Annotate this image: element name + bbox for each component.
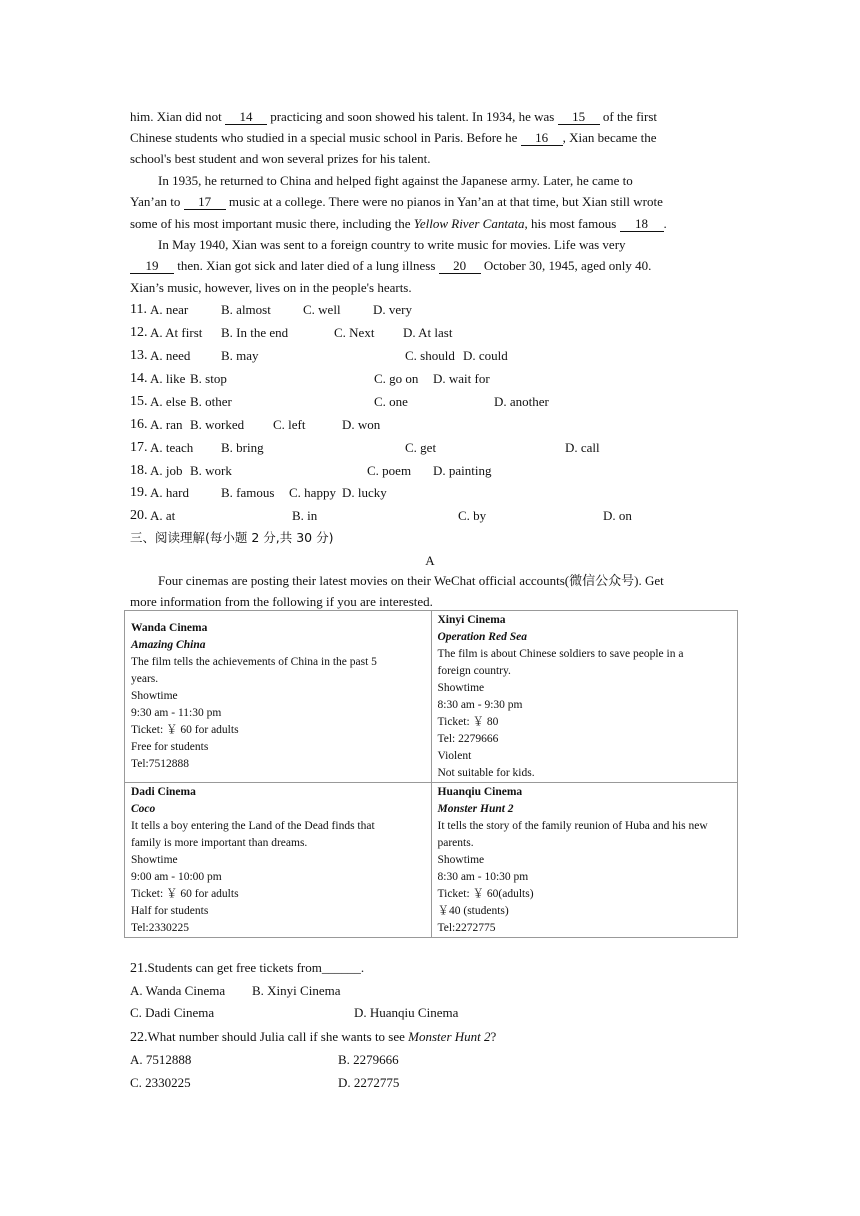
cinema-cell-xinyi	[431, 611, 738, 783]
film-title: Operation Red Sea	[437, 631, 527, 643]
question-number: 11.	[130, 302, 147, 317]
cinema-info: Free for students	[131, 741, 209, 753]
table-row	[125, 611, 738, 783]
question-21	[130, 960, 364, 977]
option-c[interactable]: C. go on	[374, 371, 419, 386]
passage-text: , his most famous	[524, 216, 620, 231]
option-a[interactable]: A. near	[150, 302, 189, 317]
cinema-info: Showtime	[437, 682, 485, 694]
cinema-cell-huanqiu	[431, 783, 738, 938]
passage-line	[130, 216, 667, 232]
passage-line	[130, 258, 651, 274]
option-d[interactable]: D. call	[565, 440, 600, 455]
cinema-info: Tel:2272775	[437, 922, 496, 934]
option-d[interactable]: D. At last	[403, 325, 453, 340]
cinema-info: Tel:2330225	[131, 922, 189, 934]
question-number: 16.	[130, 417, 148, 432]
option-a[interactable]: A. 7512888	[130, 1052, 192, 1067]
option-d[interactable]: D. another	[494, 394, 549, 409]
cinema-info: Not suitable for kids.	[437, 767, 535, 779]
option-c[interactable]: C. left	[273, 417, 306, 432]
passage-text: Yan’an to	[130, 194, 184, 209]
cinema-info: Ticket: ￥ 80	[437, 716, 499, 728]
option-c[interactable]: C. poem	[367, 463, 412, 478]
option-d[interactable]: D. 2272775	[338, 1075, 400, 1090]
blank-14[interactable]: 14	[225, 110, 267, 125]
cinema-info: Showtime	[131, 690, 178, 702]
option-a[interactable]: A. teach	[150, 440, 194, 455]
option-a[interactable]: A. ran	[150, 417, 183, 432]
cinema-info: The film is about Chinese soldiers to save people in a	[437, 648, 684, 660]
option-a[interactable]: A. Wanda Cinema	[130, 983, 226, 998]
cinema-info: 9:30 am - 11:30 pm	[131, 707, 222, 719]
option-d[interactable]: D. wait for	[433, 371, 490, 386]
question-number: 12.	[130, 325, 148, 340]
part-label: A	[425, 553, 435, 568]
intro-line: more information from the following if you are interested.	[130, 594, 433, 609]
cinema-info: It tells a boy entering the Land of the Dead finds that	[131, 820, 375, 832]
question-text: Students can get free tickets from______.	[147, 960, 365, 975]
cinema-info: 9:00 am - 10:00 pm	[131, 871, 222, 883]
option-a[interactable]: A. like	[150, 371, 186, 386]
option-a[interactable]: A. need	[150, 348, 191, 363]
option-c[interactable]: C. should	[405, 348, 455, 363]
cinema-info: Ticket: ￥ 60 for adults	[131, 888, 239, 900]
cantata-title: Yellow River Cantata	[413, 216, 525, 231]
film-title: Amazing China	[131, 639, 206, 651]
question-text: ?	[490, 1029, 497, 1044]
passage-text: then. Xian got sick and later died of a lung illness	[174, 258, 439, 273]
option-b[interactable]: B. may	[221, 348, 259, 363]
blank-15[interactable]: 15	[558, 110, 600, 125]
option-b[interactable]: B. Xinyi Cinema	[252, 983, 341, 998]
passage-text: October 30, 1945, aged only 40.	[480, 258, 652, 273]
cinema-name: Xinyi Cinema	[437, 614, 506, 626]
cinema-info: Showtime	[437, 854, 485, 866]
option-b[interactable]: B. in	[292, 508, 318, 523]
option-a[interactable]: A. hard	[150, 485, 189, 500]
question-number: 13.	[130, 348, 148, 363]
film-title: Monster Hunt 2	[408, 1029, 491, 1044]
passage-text: practicing and soon showed his talent. In 1934, he was	[266, 109, 558, 124]
cinema-name: Huanqiu Cinema	[437, 786, 523, 798]
question-number: 18.	[130, 463, 148, 478]
option-d[interactable]: D. lucky	[342, 485, 387, 500]
passage-line: school's best student and won several prizes for his talent.	[130, 151, 431, 166]
section-heading: 三、阅读理解(每小题 2 分,共 30 分)	[130, 530, 334, 545]
question-text: What number should Julia call if she wants to see	[147, 1029, 409, 1044]
option-d[interactable]: D. won	[342, 417, 381, 432]
passage-text: .	[663, 216, 667, 231]
passage-line: In 1935, he returned to China and helped fight against the Japanese army. Later, he came to	[158, 173, 633, 188]
cinema-info: family is more important than dreams.	[131, 837, 308, 849]
cinema-info: 8:30 am - 9:30 pm	[437, 699, 523, 711]
cinema-info: Tel:7512888	[131, 758, 189, 770]
cinema-info: Ticket: ￥ 60(adults)	[437, 888, 534, 900]
option-b[interactable]: B. work	[190, 463, 232, 478]
question-number: 15.	[130, 394, 148, 409]
cinema-info: Tel: 2279666	[437, 733, 499, 745]
passage-text: some of his most important music there, including the	[130, 216, 414, 231]
question-number: 14.	[130, 371, 148, 386]
cinema-info: The film tells the achievements of China in the past 5	[131, 656, 377, 668]
option-c[interactable]: C. one	[374, 394, 408, 409]
cinema-info: foreign country.	[437, 665, 511, 677]
cinema-name: Wanda Cinema	[131, 622, 208, 634]
intro-line: Four cinemas are posting their latest movies on their WeChat official accounts(微信公众号). Get	[158, 573, 664, 588]
option-b[interactable]: B. almost	[221, 302, 271, 317]
passage-line: Xian’s music, however, lives on in the people's hearts.	[130, 280, 412, 295]
passage-text: him. Xian did not	[130, 109, 225, 124]
blank-16[interactable]: 16	[521, 131, 563, 146]
question-number: 17.	[130, 440, 148, 455]
option-b[interactable]: B. bring	[221, 440, 264, 455]
cinema-table	[124, 610, 738, 938]
option-a[interactable]: A. job	[150, 463, 183, 478]
cinema-info: years.	[131, 673, 159, 685]
cinema-name: Dadi Cinema	[131, 786, 196, 798]
passage-text: Chinese students who studied in a special music school in Paris. Before he	[130, 130, 521, 145]
table-row	[125, 783, 738, 938]
cinema-info: Violent	[437, 750, 472, 762]
blank-18[interactable]: 18	[620, 217, 664, 232]
passage-text: of the first	[599, 109, 658, 124]
option-c[interactable]: C. 2330225	[130, 1075, 191, 1090]
cinema-info: parents.	[437, 837, 474, 849]
option-c[interactable]: C. well	[303, 302, 341, 317]
cinema-info: Showtime	[131, 854, 178, 866]
option-d[interactable]: D. painting	[433, 463, 492, 478]
option-c[interactable]: C. Next	[334, 325, 375, 340]
option-d[interactable]: D. very	[373, 302, 412, 317]
option-b[interactable]: B. worked	[190, 417, 245, 432]
question-number: 19.	[130, 485, 148, 500]
option-c[interactable]: C. by	[458, 508, 487, 523]
cinema-info: 8:30 am - 10:30 pm	[437, 871, 529, 883]
passage-text: music at a college. There were no pianos in Yan’an at that time, but Xian still wrote	[225, 194, 663, 209]
film-title: Monster Hunt 2	[437, 803, 514, 815]
option-b[interactable]: B. In the end	[221, 325, 289, 340]
option-b[interactable]: B. other	[190, 394, 232, 409]
cinema-info: Half for students	[131, 905, 209, 917]
passage-line	[130, 109, 657, 125]
option-d[interactable]: D. could	[463, 348, 508, 363]
film-title: Coco	[131, 803, 156, 815]
question-22	[130, 1029, 496, 1046]
option-a[interactable]: A. at	[150, 508, 176, 523]
option-a[interactable]: A. else	[150, 394, 187, 409]
option-d[interactable]: D. on	[603, 508, 632, 523]
option-b[interactable]: B. stop	[190, 371, 227, 386]
blank-20[interactable]: 20	[439, 259, 481, 274]
option-d[interactable]: D. Huanqiu Cinema	[354, 1005, 459, 1020]
passage-text: , Xian became the	[562, 130, 657, 145]
cinema-cell-wanda	[125, 611, 432, 783]
question-number: 20.	[130, 508, 148, 523]
question-number: 21.	[130, 961, 148, 976]
option-b[interactable]: B. famous	[221, 485, 275, 500]
blank-19[interactable]: 19	[130, 259, 174, 274]
option-a[interactable]: A. At first	[150, 325, 203, 340]
cinema-cell-dadi	[125, 783, 432, 938]
cinema-info: ￥40 (students)	[437, 905, 509, 917]
passage-line	[130, 130, 657, 146]
passage-line: In May 1940, Xian was sent to a foreign country to write music for movies. Life was very	[158, 237, 626, 252]
option-c[interactable]: C. get	[405, 440, 437, 455]
question-number: 22.	[130, 1030, 148, 1045]
passage-line	[130, 194, 663, 210]
option-c[interactable]: C. Dadi Cinema	[130, 1005, 215, 1020]
cinema-info: Ticket: ￥ 60 for adults	[131, 724, 239, 736]
option-b[interactable]: B. 2279666	[338, 1052, 399, 1067]
option-c[interactable]: C. happy	[289, 485, 336, 500]
cinema-info: It tells the story of the family reunion of Huba and his new	[437, 820, 708, 832]
blank-17[interactable]: 17	[184, 195, 226, 210]
